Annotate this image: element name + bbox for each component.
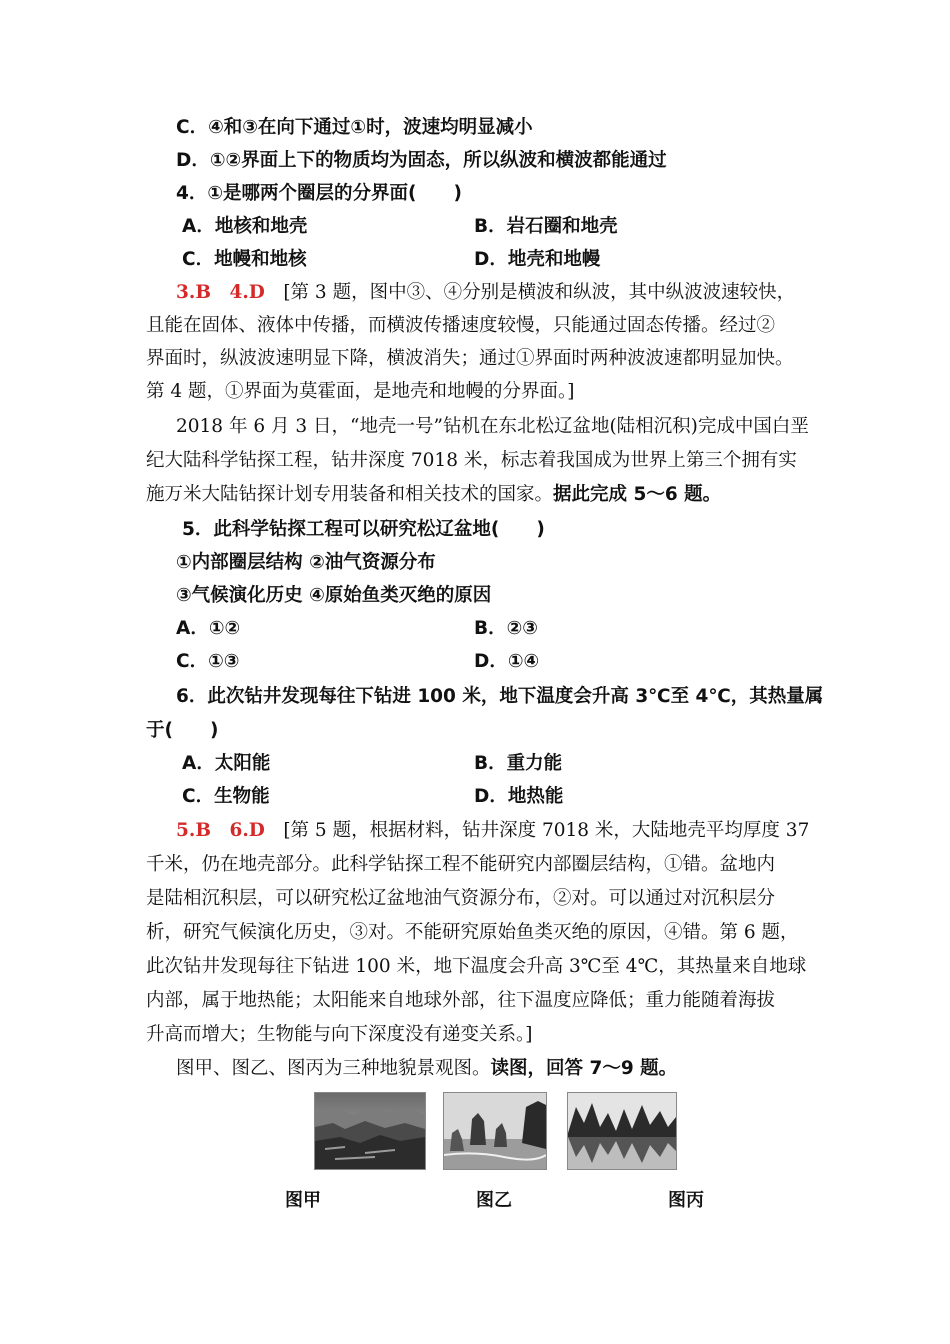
q4-option-a: A．地核和地壳 (182, 216, 308, 237)
q5-items-1-2: ①内部圈层结构 ②油气资源分布 (176, 552, 436, 573)
landform-photo-bing (567, 1092, 677, 1170)
caption-bing: 图丙 (668, 1190, 704, 1211)
answer-5-6-line-6: 内部，属于地热能；太阳能来自地球外部，往下温度应降低；重力能随着海拔 (146, 990, 776, 1011)
answer-3-4-first-line (176, 280, 795, 306)
answer-5-6-line-1: [第 5 题，根据材料，钻井深度 7018 米，大陆地壳平均厚度 37 (283, 820, 810, 841)
q4-option-c: C．地幔和地核 (182, 249, 307, 270)
answer-3-4-line-1: [第 3 题，图中③、④分别是横波和纵波，其中纵波波速较快， (283, 282, 796, 303)
material-line-3 (146, 482, 721, 508)
q6-stem-line-1: 6．此次钻井发现每往下钻进 100 米，地下温度会升高 3℃至 4℃，其热量属 (176, 686, 824, 707)
answer-key-3-4: 3.B 4.D (176, 282, 265, 303)
material-line-1: 2018 年 6 月 3 日，“地壳一号”钻机在东北松辽盆地(陆相沉积)完成中国白垩 (176, 416, 809, 437)
answer-5-6-line-7: 升高而增大；生物能与向下深度没有递变关系。] (146, 1024, 533, 1045)
q3-option-c: C．④和③在向下通过①时，波速均明显减小 (176, 117, 533, 138)
answer-3-4-line-3: 界面时，纵波波速明显下降，横波消失；通过①界面时两种波波速都明显加快。 (146, 348, 794, 369)
q6-stem-line-2: 于( ) (146, 720, 219, 741)
material-instruction: 据此完成 5～6 题。 (553, 484, 722, 505)
figure-intro-text: 图甲、图乙、图丙为三种地貌景观图。 (176, 1058, 491, 1079)
q5-items-3-4: ③气候演化历史 ④原始鱼类灭绝的原因 (176, 585, 492, 606)
answer-key-5-6: 5.B 6.D (176, 820, 265, 841)
q4-stem: 4．①是哪两个圈层的分界面( ) (176, 183, 462, 204)
q5-option-d: D．①④ (474, 651, 540, 672)
answer-5-6-line-2: 千米，仍在地壳部分。此科学钻探工程不能研究内部圈层结构，①错。盆地内 (146, 854, 776, 875)
material-line-2: 纪大陆科学钻探工程，钻井深度 7018 米，标志着我国成为世界上第三个拥有实 (146, 450, 797, 471)
answer-5-6-line-5: 此次钻井发现每往下钻进 100 米，地下温度会升高 3℃至 4℃，其热量来自地球 (146, 956, 807, 977)
figure-instruction: 读图，回答 7～9 题。 (490, 1058, 678, 1079)
answer-5-6-line-4: 析，研究气候演化历史，③对。不能研究原始鱼类灭绝的原因，④错。第 6 题， (146, 922, 799, 943)
figure-intro (176, 1056, 677, 1082)
q5-stem: 5．此科学钻探工程可以研究松辽盆地( ) (182, 519, 545, 540)
q6-option-a: A．太阳能 (182, 753, 271, 774)
q6-option-d: D．地热能 (474, 786, 564, 807)
answer-3-4-line-2: 且能在固体、液体中传播，而横波传播速度较慢，只能通过固态传播。经过② (146, 315, 776, 336)
q6-option-b: B．重力能 (474, 753, 563, 774)
caption-yi: 图乙 (476, 1190, 512, 1211)
q4-option-b: B．岩石圈和地壳 (474, 216, 618, 237)
answer-5-6-first-line (176, 818, 809, 844)
q5-option-c: C．①③ (176, 651, 240, 672)
answer-3-4-line-4: 第 4 题，①界面为莫霍面，是地壳和地幔的分界面。] (146, 381, 575, 402)
answer-5-6-line-3: 是陆相沉积层，可以研究松辽盆地油气资源分布，②对。可以通过对沉积层分 (146, 888, 776, 909)
landform-photo-jia (314, 1092, 426, 1170)
caption-jia: 图甲 (285, 1190, 321, 1211)
q6-option-c: C．生物能 (182, 786, 270, 807)
q5-option-b: B．②③ (474, 618, 538, 639)
q5-option-a: A．①② (176, 618, 241, 639)
q4-option-d: D．地壳和地幔 (474, 249, 601, 270)
material-line-3-text: 施万米大陆钻探计划专用装备和相关技术的国家。 (146, 484, 554, 505)
landform-photo-yi (443, 1092, 547, 1170)
q3-option-d: D．①②界面上下的物质均为固态，所以纵波和横波都能通过 (176, 150, 667, 171)
